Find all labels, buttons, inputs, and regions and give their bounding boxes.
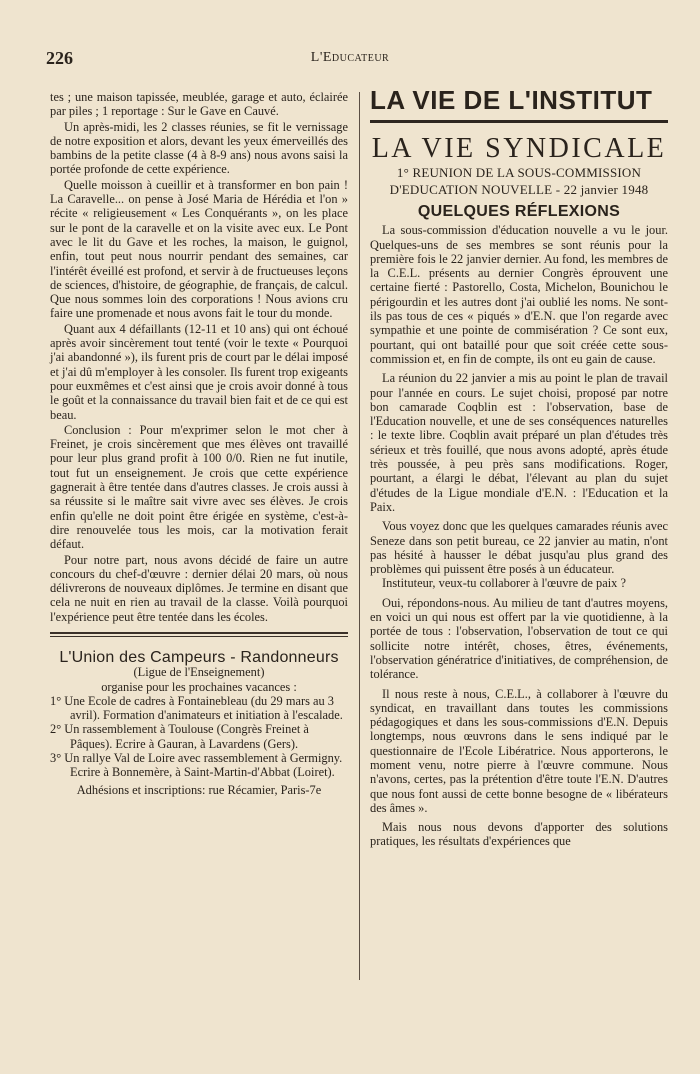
right-column bbox=[370, 85, 668, 849]
article-heading: QUELQUES RÉFLEXIONS bbox=[417, 203, 621, 220]
campeurs-item bbox=[50, 694, 348, 723]
campeurs-subtitle: (Ligue de l'Enseignement) bbox=[133, 665, 265, 680]
left-paragraph: Quant aux 4 défaillants (12-11 et 10 ans) qui ont échoué après avoir sincèrement tout tenté (voir le texte « Pourquoi j'ai abandonné »), ils furent pris de court par le délai imposé et j'ai dû m'employer à les consoler. Ils furent trop exigeants pour euxmêmes et c'est ainsi que je crois avoir donné à tous le goût et la connaissance du travail bien fait et de ce qui est beau. bbox=[50, 321, 348, 422]
item-text: Une Ecole de cadres à Fontainebleau (du 29 mars au 3 avril). Formation d'animateurs et initiation à l'escalade. bbox=[64, 693, 343, 723]
left-paragraph: Quelle moisson à cueillir et à transformer en bon pain ! La Caravelle... on pense à José Maria de Hérédia et l'on » récite « religieusement « Les Conquérants », on les place sur le pont de la caravelle et on la visite avec eux. Le Pont avec le lit du Gave et les roches, la maison, le guignol, enfin, tout peut nous nourrir pendant des semaines, car l'intérêt éveillé est profond, et servir à de fructueuses leçons de sciences, d'histoire, de géographie, de français, de calcul. Que nous sommes loin des corporations ! Nous avions cru faire une promenade et nous avons fait le tour du monde. bbox=[50, 177, 348, 321]
item-number: 3° bbox=[50, 751, 62, 766]
right-paragraph: La réunion du 22 janvier a mis au point le plan de travail pour l'année en cours. Le sujet choisi, proposé par notre bon camarade Coqblin est : l'observation, base de l'Education nouvelle, et une de ses conséquences naturelles : le texte libre. Coqblin avait préparé un plan d'études très sérieux et très fouillé, que nous avons adopté, après étude très poussée, à peu près sans modifications. Roger, pourtant, a élargi le débat, l'élevant au plan du sujet d'études de la Ligue mondiale d'E.N. : l'Education et la Paix. bbox=[370, 371, 668, 514]
left-column bbox=[50, 90, 348, 797]
campeurs-intro: organise pour les prochaines vacances : bbox=[101, 679, 297, 694]
right-paragraph: Oui, répondons-nous. Au milieu de tant d'autres moyens, en voici un qui nous est offert par la vie quotidienne, à la portée de tous : l'observation, l'observation de tout ce qui sollicite notre intérêt, choses, êtres, événements, l'observation génératrice d'initiatives, de compréhension, de tolérance. bbox=[370, 595, 668, 682]
left-paragraph: Un après-midi, les 2 classes réunies, se fit le vernissage de notre exposition et alors, devant les yeux émerveillés des bambins de la petite classe (4 à 8-9 ans) nous avons saisi la portée profonde de cette expérience. bbox=[50, 119, 348, 177]
right-paragraph: Il nous reste à nous, C.E.L., à collaborer à l'œuvre du syndicat, en travaillant dans toutes les commissions pédagogiques et dans les sous-commissions d'E.N. Depuis longtemps, nous œuvrons dans le sens indiqué par le questionnaire de l'Ecole Libératrice. Nous apporterons, le moment venu, notre pierre à l'œuvre commune. Nous n'avons, certes, pas la prétention d'être toute l'E.N. D'autres que nous font aussi de cette bonne besogne de « libérateurs des âmes ». bbox=[370, 686, 668, 815]
right-paragraph: Mais nous nous devons d'apporter des solutions pratiques, les résultats d'expériences que bbox=[370, 820, 668, 849]
page-number: 226 bbox=[46, 48, 73, 68]
left-paragraph: tes ; une maison tapissée, meublée, garage et auto, éclairée par piles ; 1 reportage : Sur le Gave en Cauvé. bbox=[50, 90, 348, 119]
section-title: LA VIE SYNDICALE bbox=[371, 133, 667, 164]
reunion-line: 1° REUNION DE LA SOUS-COMMISSION bbox=[396, 165, 642, 180]
campeurs-title: L'Union des Campeurs - Randonneurs bbox=[59, 648, 339, 666]
item-number: 1° bbox=[50, 693, 62, 708]
column-divider bbox=[359, 92, 360, 980]
right-paragraph: Vous voyez donc que les quelques camarades réunis avec Seneze dans son petit bureau, ce 22 janvier au matin, n'ont pas hésité à hausser le débat jusqu'au plus grand des problèmes qui puissent être posés à un éducateur. bbox=[370, 519, 668, 577]
campeurs-item bbox=[50, 751, 348, 780]
campeurs-item bbox=[50, 722, 348, 751]
right-paragraph: La sous-commission d'éducation nouvelle a vu le jour. Quelques-uns de ses membres se sont réunis pour la première fois le 22 janvier dernier. Au fond, les membres de la C.E.L. présents au dernier Congrès éprouvent une certaine fierté : Pastorello, Costa, Michelon, Bounichou le périgourdin et les autres dont j'ai oublié les noms. Ne sont-ils pas tous de ces « piqués » d'E.N. que l'on regarde avec sympathie et une pointe de commisération ? Ce sont eux, pourtant, qui ont bataillé pour que soit créée cette sous-commission et, en fin de compte, ils ont eu gain de cause. bbox=[370, 223, 668, 366]
left-paragraph: Pour notre part, nous avons décidé de faire un autre concours du chef-d'œuvre : dernier délai 20 mars, où nous délivrerons de nouveaux diplômes. Je termine en disant que cela ne nuit en rien au travail de la classe. Voilà pourquoi l'expérience peut être tentée dans les écoles. bbox=[50, 552, 348, 624]
page-header bbox=[46, 48, 654, 74]
item-number: 2° bbox=[50, 722, 62, 737]
reunion-line: D'EDUCATION NOUVELLE - 22 janvier 1948 bbox=[389, 182, 649, 197]
item-text: Un rassemblement à Toulouse (Congrès Freinet à Pâques). Ecrire à Gauran, à Lavardens (Gers). bbox=[64, 722, 309, 751]
banner-rule bbox=[370, 120, 668, 123]
journal-title: L'Educateur bbox=[310, 50, 390, 65]
institut-banner: LA VIE DE L'INSTITUT bbox=[370, 85, 653, 115]
right-paragraph: Instituteur, veux-tu collaborer à l'œuvre de paix ? bbox=[382, 576, 626, 591]
item-text: Un rallye Val de Loire avec rassemblement à Germigny. Ecrire à Bonnemère, à Saint-Martin-d'Abbat (Loiret). bbox=[64, 751, 343, 780]
campeurs-footer: Adhésions et inscriptions: rue Récamier, Paris-7e bbox=[76, 782, 322, 797]
section-divider bbox=[50, 632, 348, 637]
left-paragraph: Conclusion : Pour m'exprimer selon le mot cher à Freinet, je crois sincèrement que mes élèves ont travaillé pour leur plus grand profit à 100 0/0. Rien ne fut inutile, tout fut un enseignement. Je crois que cette expérience gagnerait à être tentée dans d'autres classes. Je crois aussi à sa réussite si le maître sait vivre avec ses élèves. Je crois enfin qu'elle ne doit point être érigée en système, c'est-à-dire renouvelée tous les mois, car la motivation ferait défaut. bbox=[50, 422, 348, 552]
